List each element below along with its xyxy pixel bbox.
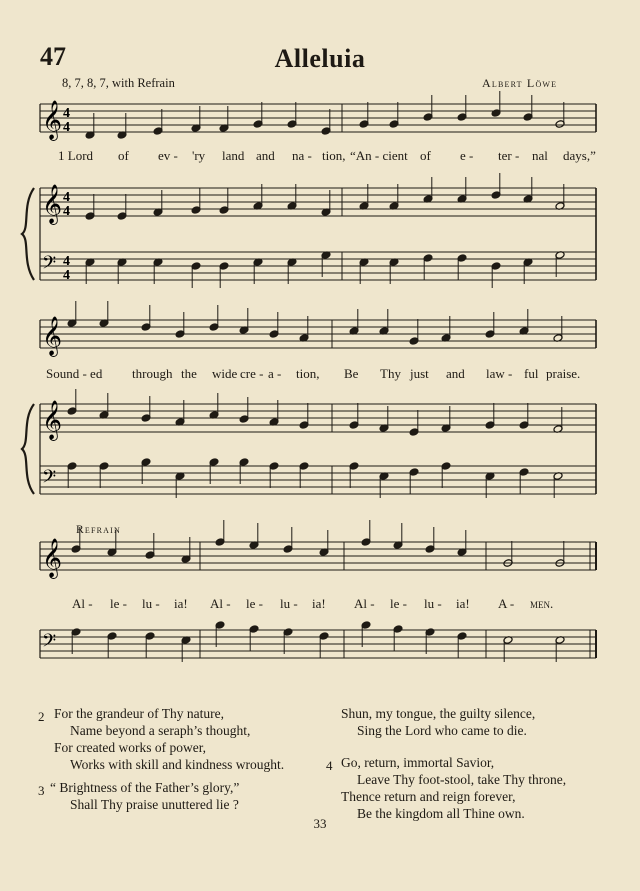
- lyric-syllable: nal: [532, 148, 548, 163]
- verse-line: Be the kingdom all Thine own.: [357, 806, 525, 821]
- refrain-label: Refrain: [76, 524, 121, 536]
- lyric-syllable: ful: [524, 366, 539, 381]
- lyric-syllable: Al -: [354, 596, 375, 611]
- lyric-syllable: Be: [344, 366, 359, 381]
- lyric-syllable: of: [420, 148, 431, 163]
- system3-bass-staff: [40, 630, 596, 658]
- lyric-syllable: lu -: [142, 596, 160, 611]
- lyric-syllable: tion,: [322, 148, 346, 163]
- composer-name: Albert Löwe: [482, 76, 558, 90]
- lyric-syllable: Thy: [380, 366, 401, 381]
- system2-bass-staff: [40, 466, 596, 494]
- system1-brace-icon: [22, 188, 34, 280]
- verse-line: “ Brightness of the Father’s glory,”: [50, 780, 240, 795]
- system2-brace-icon: [22, 404, 34, 494]
- lyric-syllable: wide: [212, 366, 238, 381]
- lyric-syllable: ia!: [312, 596, 326, 611]
- lyric-syllable: days,”: [563, 148, 596, 163]
- lyric-syllable: and: [256, 148, 275, 163]
- bass-clef-icon: 𝄢: [42, 252, 57, 277]
- verse-number: 3: [38, 783, 45, 798]
- lyric-syllable: ia!: [456, 596, 470, 611]
- lyric-syllable: lu -: [280, 596, 298, 611]
- treble-clef-icon: 𝄞: [42, 402, 63, 439]
- lyric-syllable: A -: [498, 596, 515, 611]
- lyric-syllable: 1 Lord: [58, 148, 94, 163]
- lyric-syllable: cre -: [240, 366, 264, 381]
- lyric-syllable: e -: [460, 148, 474, 163]
- lyric-syllable: the: [181, 366, 197, 381]
- verse-line: For created works of power,: [54, 740, 207, 755]
- system3-melody-staff: [40, 539, 596, 579]
- verse-line: Shun, my tongue, the guilty silence,: [341, 706, 536, 721]
- lyric-syllable: Al -: [210, 596, 231, 611]
- hymn-number: 47: [40, 42, 66, 71]
- verse-line: Sing the Lord who came to die.: [357, 723, 527, 738]
- lyric-syllable: le -: [390, 596, 407, 611]
- lyric-syllable: Sound - ed: [46, 366, 103, 381]
- svg-text:4: 4: [63, 254, 70, 269]
- svg-text:4: 4: [63, 190, 70, 205]
- treble-clef-icon: 𝄞: [42, 100, 63, 140]
- system1-bass-staff: [40, 252, 596, 283]
- bass-clef-icon: 𝄢: [42, 466, 57, 491]
- lyric-syllable: lu -: [424, 596, 442, 611]
- verse-line: For the grandeur of Thy nature,: [54, 706, 224, 721]
- lyric-syllable: praise.: [546, 366, 581, 381]
- lyric-syllable: just: [410, 366, 429, 381]
- verse-4: [326, 757, 333, 775]
- svg-text:4: 4: [63, 204, 70, 219]
- bass-clef-icon: 𝄢: [42, 630, 57, 655]
- system2-melody-staff: [40, 317, 596, 357]
- verse-line: Shall Thy praise unuttered lie ?: [70, 797, 239, 812]
- verse-line: Leave Thy foot-stool, take Thy throne,: [357, 772, 567, 787]
- lyric-syllable: tion,: [296, 366, 320, 381]
- verse-line: Works with skill and kindness wrought.: [70, 757, 285, 772]
- hymn-title: Alleluia: [274, 44, 366, 73]
- lyric-syllable: le -: [246, 596, 263, 611]
- verse-number: 4: [326, 758, 333, 773]
- lyric-syllable: ev -: [158, 148, 178, 163]
- lyric-syllable: na -: [292, 148, 312, 163]
- verse-line: Thence return and reign forever,: [341, 789, 516, 804]
- treble-clef-icon: 𝄞: [42, 186, 63, 223]
- lyric-syllable: land: [222, 148, 245, 163]
- time-signature-top: 4: [63, 106, 70, 121]
- verse-3: [38, 782, 45, 800]
- lyric-syllable: law -: [486, 366, 513, 381]
- lyric-syllable: le -: [110, 596, 127, 611]
- verse-number: 2: [38, 709, 45, 724]
- lyric-syllable: of: [118, 148, 129, 163]
- lyric-syllable: through: [132, 366, 173, 381]
- lyric-syllable: “An - cient: [350, 148, 408, 163]
- page-number: 33: [313, 816, 327, 831]
- lyric-syllable: men.: [530, 596, 554, 611]
- lyric-syllable: and: [446, 366, 465, 381]
- lyric-syllable: Al -: [72, 596, 93, 611]
- lyric-syllable: a -: [268, 366, 282, 381]
- lyric-syllable: 'ry: [192, 148, 206, 163]
- lyric-syllable: ter -: [498, 148, 520, 163]
- verse-line: Name beyond a seraph’s thought,: [70, 723, 251, 738]
- treble-clef-icon: 𝄞: [42, 540, 63, 577]
- verse-line: Go, return, immortal Savior,: [341, 755, 495, 770]
- lyric-syllable: ia!: [174, 596, 188, 611]
- meter-line: 8, 7, 8, 7, with Refrain: [62, 76, 175, 90]
- svg-text:4: 4: [63, 268, 70, 283]
- treble-clef-icon: 𝄞: [42, 318, 63, 355]
- verse-2: [38, 708, 45, 726]
- time-signature-bottom: 4: [63, 120, 70, 135]
